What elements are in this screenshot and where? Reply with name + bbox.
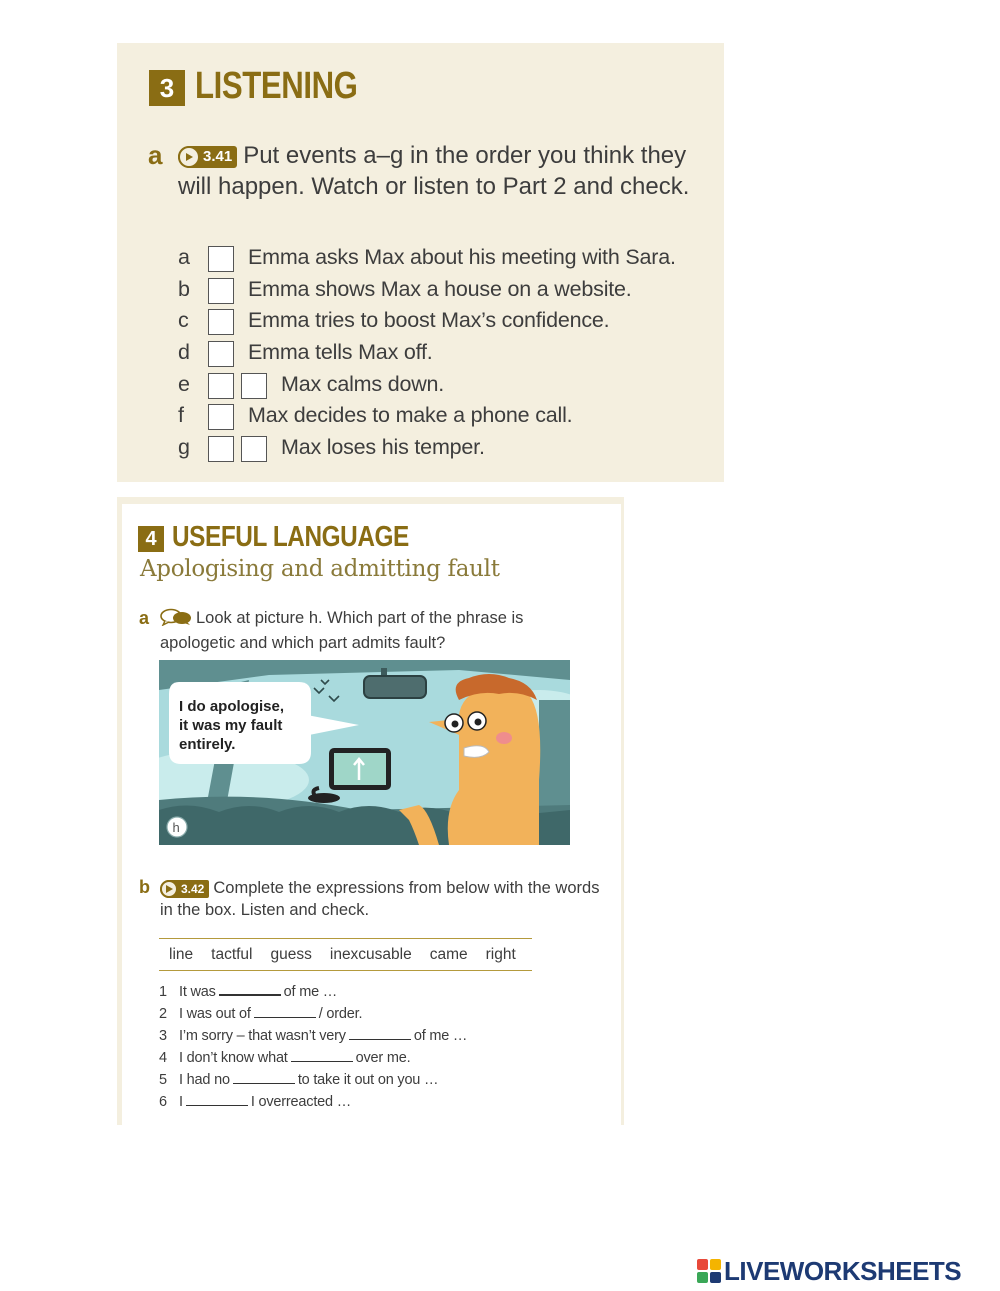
word-option: line bbox=[169, 945, 194, 963]
expressions-list bbox=[159, 984, 559, 1116]
order-answer-box[interactable] bbox=[208, 404, 234, 430]
expression-row bbox=[159, 1028, 559, 1050]
answer-blank[interactable] bbox=[349, 1028, 411, 1040]
speech-bubbles-icon bbox=[160, 608, 192, 632]
section-subtitle: Apologising and admitting fault bbox=[140, 556, 500, 582]
audio-play-button[interactable] bbox=[160, 880, 209, 898]
expression-before: I had no bbox=[179, 1072, 230, 1088]
expression-after: over me. bbox=[355, 1050, 411, 1066]
event-text: Emma shows Max a house on a website. bbox=[248, 276, 632, 301]
play-icon bbox=[178, 146, 200, 168]
speech-line: it was my fault bbox=[179, 717, 283, 734]
order-answer-box[interactable] bbox=[208, 309, 234, 335]
instruction-text: Put events a–g in the order you think they will happen. Watch or listen to Part 2 and check. bbox=[178, 142, 690, 200]
logo-mark-icon bbox=[697, 1259, 721, 1283]
event-text: Max loses his temper. bbox=[281, 435, 485, 460]
event-letter: b bbox=[178, 276, 190, 301]
section-number: 3 bbox=[149, 70, 185, 106]
liveworksheets-logo[interactable] bbox=[697, 1256, 961, 1286]
audio-track-number: 3.41 bbox=[203, 148, 233, 166]
section-title: USEFUL LANGUAGE bbox=[172, 521, 409, 553]
event-text: Max calms down. bbox=[281, 371, 445, 396]
expression-before: I was out of bbox=[179, 1006, 251, 1022]
speech-line: entirely. bbox=[179, 736, 236, 753]
event-letter: f bbox=[178, 403, 184, 428]
expression-row bbox=[159, 1006, 559, 1028]
expression-before: I don’t know what bbox=[179, 1050, 288, 1066]
order-answer-box[interactable] bbox=[208, 341, 234, 367]
event-letter: a bbox=[178, 245, 190, 269]
answer-blank[interactable] bbox=[186, 1094, 248, 1106]
expression-row bbox=[159, 1050, 559, 1072]
expression-number: 6 bbox=[159, 1094, 167, 1110]
event-row bbox=[178, 401, 718, 433]
answer-blank[interactable] bbox=[254, 1006, 316, 1018]
event-row bbox=[178, 338, 718, 370]
expression-number: 2 bbox=[159, 1006, 167, 1022]
play-icon bbox=[160, 880, 178, 898]
logo-text: LIVEWORKSHEETS bbox=[724, 1255, 962, 1286]
expression-row bbox=[159, 984, 559, 1006]
instruction-text: Look at picture h. Which part of the phrase is apologetic and which part admits fault? bbox=[160, 609, 524, 652]
order-answer-box[interactable] bbox=[208, 373, 234, 399]
word-option: tactful bbox=[211, 945, 253, 963]
event-text: Emma tries to boost Max’s confidence. bbox=[248, 308, 610, 333]
event-row bbox=[178, 243, 718, 275]
word-option: right bbox=[485, 945, 516, 963]
task-letter: b bbox=[139, 877, 150, 897]
task-instruction bbox=[160, 877, 600, 921]
events-list bbox=[178, 243, 718, 465]
order-answer-box[interactable] bbox=[241, 373, 267, 399]
picture-label: h bbox=[172, 820, 180, 835]
expression-before: I bbox=[179, 1094, 183, 1110]
word-option: came bbox=[429, 945, 468, 963]
event-text: Emma tells Max off. bbox=[248, 340, 433, 365]
expression-number: 4 bbox=[159, 1050, 167, 1066]
expression-after: to take it out on you … bbox=[297, 1072, 439, 1088]
event-letter: d bbox=[178, 340, 190, 365]
order-answer-box[interactable] bbox=[208, 246, 234, 272]
answer-blank[interactable] bbox=[291, 1050, 353, 1062]
expression-number: 1 bbox=[159, 984, 167, 1000]
listening-section bbox=[117, 43, 724, 482]
expression-after: I overreacted … bbox=[250, 1094, 352, 1110]
task-letter: a bbox=[139, 608, 150, 628]
word-option: guess bbox=[270, 945, 312, 963]
expression-before: It was bbox=[179, 984, 216, 1000]
event-text: Emma asks Max about his meeting with Sara. bbox=[248, 245, 676, 269]
instruction-text: Complete the expressions from below with the words in the box. Listen and check. bbox=[160, 879, 600, 919]
section-title: LISTENING bbox=[195, 65, 358, 107]
order-answer-box[interactable] bbox=[208, 436, 234, 462]
task-letter: a bbox=[148, 140, 163, 170]
answer-blank[interactable] bbox=[233, 1072, 295, 1084]
expression-number: 5 bbox=[159, 1072, 167, 1088]
event-row bbox=[178, 370, 718, 402]
audio-play-button[interactable] bbox=[178, 146, 237, 168]
event-text: Max decides to make a phone call. bbox=[248, 403, 573, 428]
cartoon-picture bbox=[159, 660, 570, 845]
audio-track-number: 3.42 bbox=[181, 881, 205, 896]
expression-after: of me … bbox=[283, 984, 338, 1000]
order-answer-box[interactable] bbox=[241, 436, 267, 462]
expression-before: I’m sorry – that wasn’t very bbox=[179, 1028, 346, 1044]
event-row bbox=[178, 433, 718, 465]
word-option: inexcusable bbox=[329, 945, 412, 963]
answer-blank[interactable] bbox=[219, 984, 281, 996]
task-instruction bbox=[160, 607, 580, 654]
event-letter: e bbox=[178, 371, 190, 396]
word-box bbox=[159, 938, 532, 971]
useful-language-section bbox=[117, 497, 624, 1125]
speech-line: I do apologise, bbox=[179, 698, 285, 715]
event-letter: c bbox=[178, 308, 189, 333]
expression-row bbox=[159, 1094, 559, 1116]
event-letter: g bbox=[178, 435, 190, 460]
expression-row bbox=[159, 1072, 559, 1094]
order-answer-box[interactable] bbox=[208, 278, 234, 304]
expression-after: / order. bbox=[318, 1006, 363, 1022]
expression-number: 3 bbox=[159, 1028, 167, 1044]
task-instruction bbox=[178, 140, 698, 202]
event-row bbox=[178, 275, 718, 307]
expression-after: of me … bbox=[413, 1028, 468, 1044]
event-row bbox=[178, 306, 718, 338]
section-number: 4 bbox=[138, 526, 164, 552]
